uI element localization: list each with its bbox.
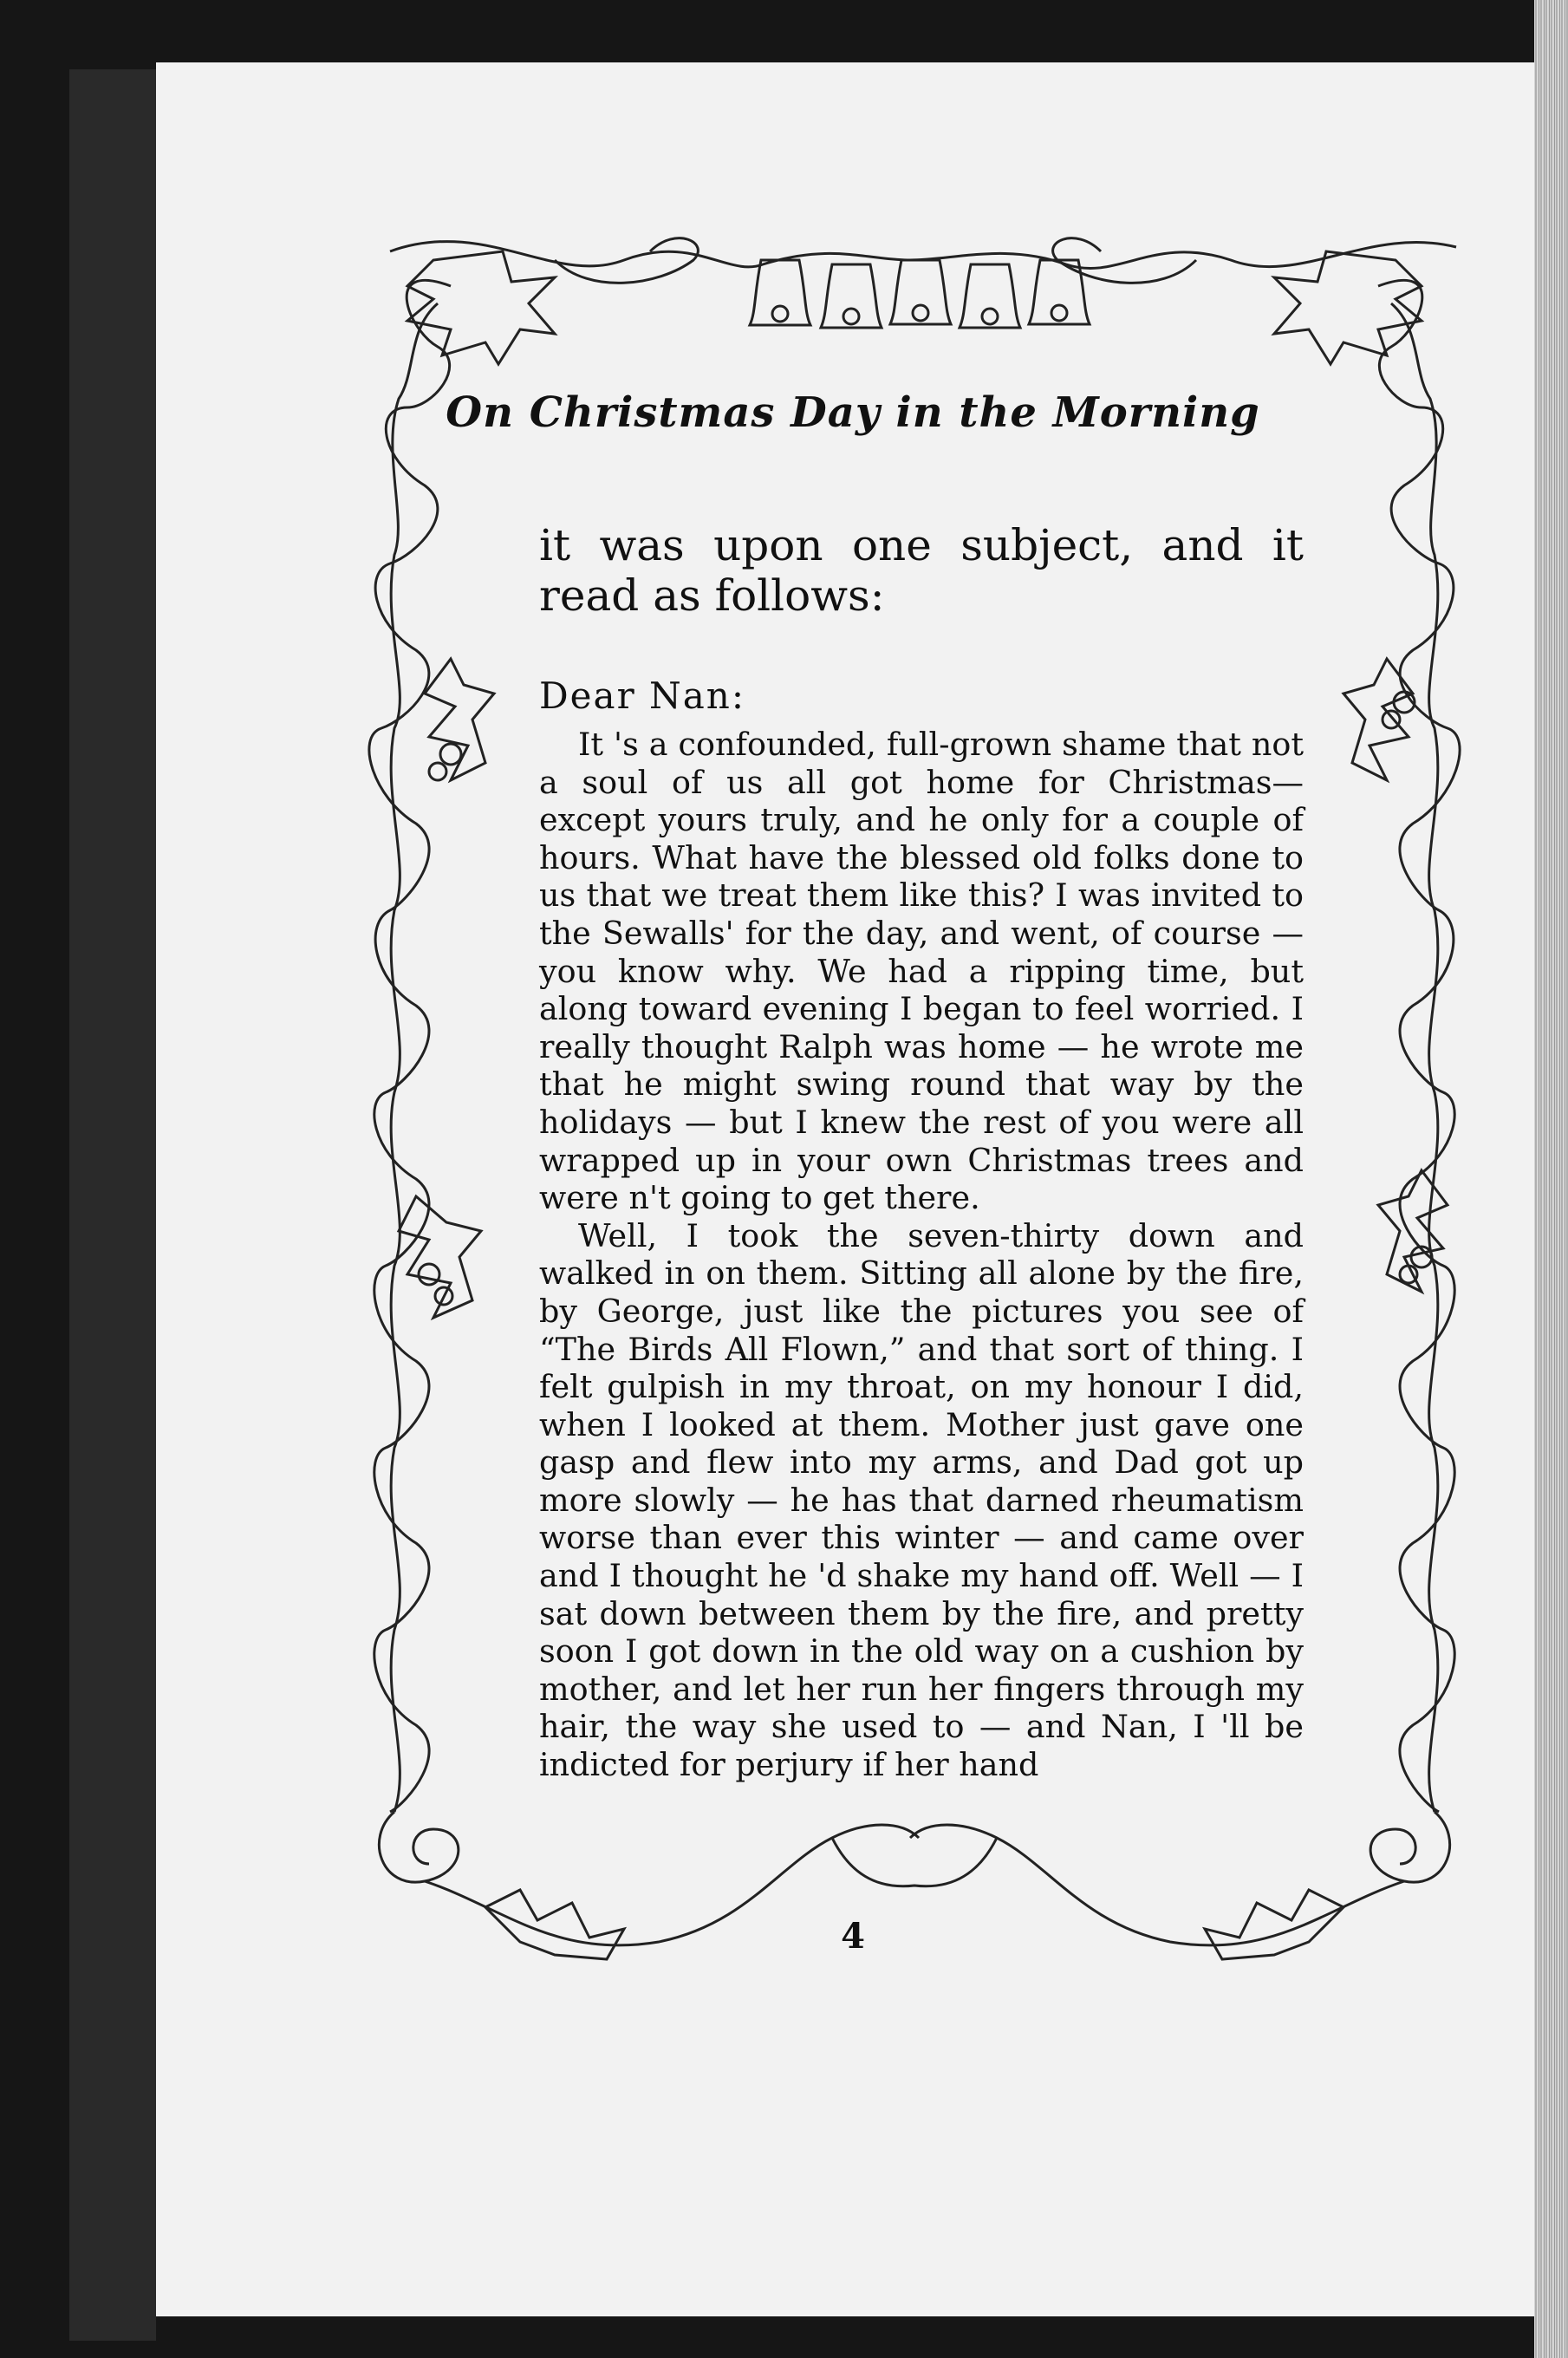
running-title: On Christmas Day in the Morning: [446, 388, 1260, 437]
page-number: 4: [841, 1916, 865, 1957]
paragraph: It 's a confounded, full-grown shame that not a soul of us all got home for Christmas— except yours truly, and he only for a couple of hours. What have the blessed old folks done to us that we treat them like this? I was invited to the Sewalls' for the day, and went, of course — you know why. We had a ripping time, but along toward evening I began to feel worried. I really thought Ralph was home — he wrote me that he might swing round that way by the holidays — but I knew the rest of you were all wrapped up in your own Christmas trees and were n't going to get there.: [539, 726, 1304, 1217]
text-block: [539, 520, 1304, 1784]
paragraph: Well, I took the seven-thirty down and walked in on them. Sitting all alone by the fire, by George, just like the pictures you see of “The Birds All Flown,” and that sort of thing. I felt gulpish in my throat, on my honour I did, when I looked at them. Mother just gave one gasp and flew into my arms, and Dad got up more slowly — he has that darned rheumatism worse than ever this winter — and came over and I thought he 'd shake my hand off. Well — I sat down between them by the fire, and pretty soon I got down in the old way on a cushion by mother, and let her run her fingers through my hair, the way she used to — and Nan, I 'll be indicted for perjury if her hand: [539, 1216, 1304, 1784]
letter-salutation: Dear Nan:: [539, 674, 745, 717]
intro-line: it was upon one subject, and it read as follows:: [539, 520, 1304, 621]
